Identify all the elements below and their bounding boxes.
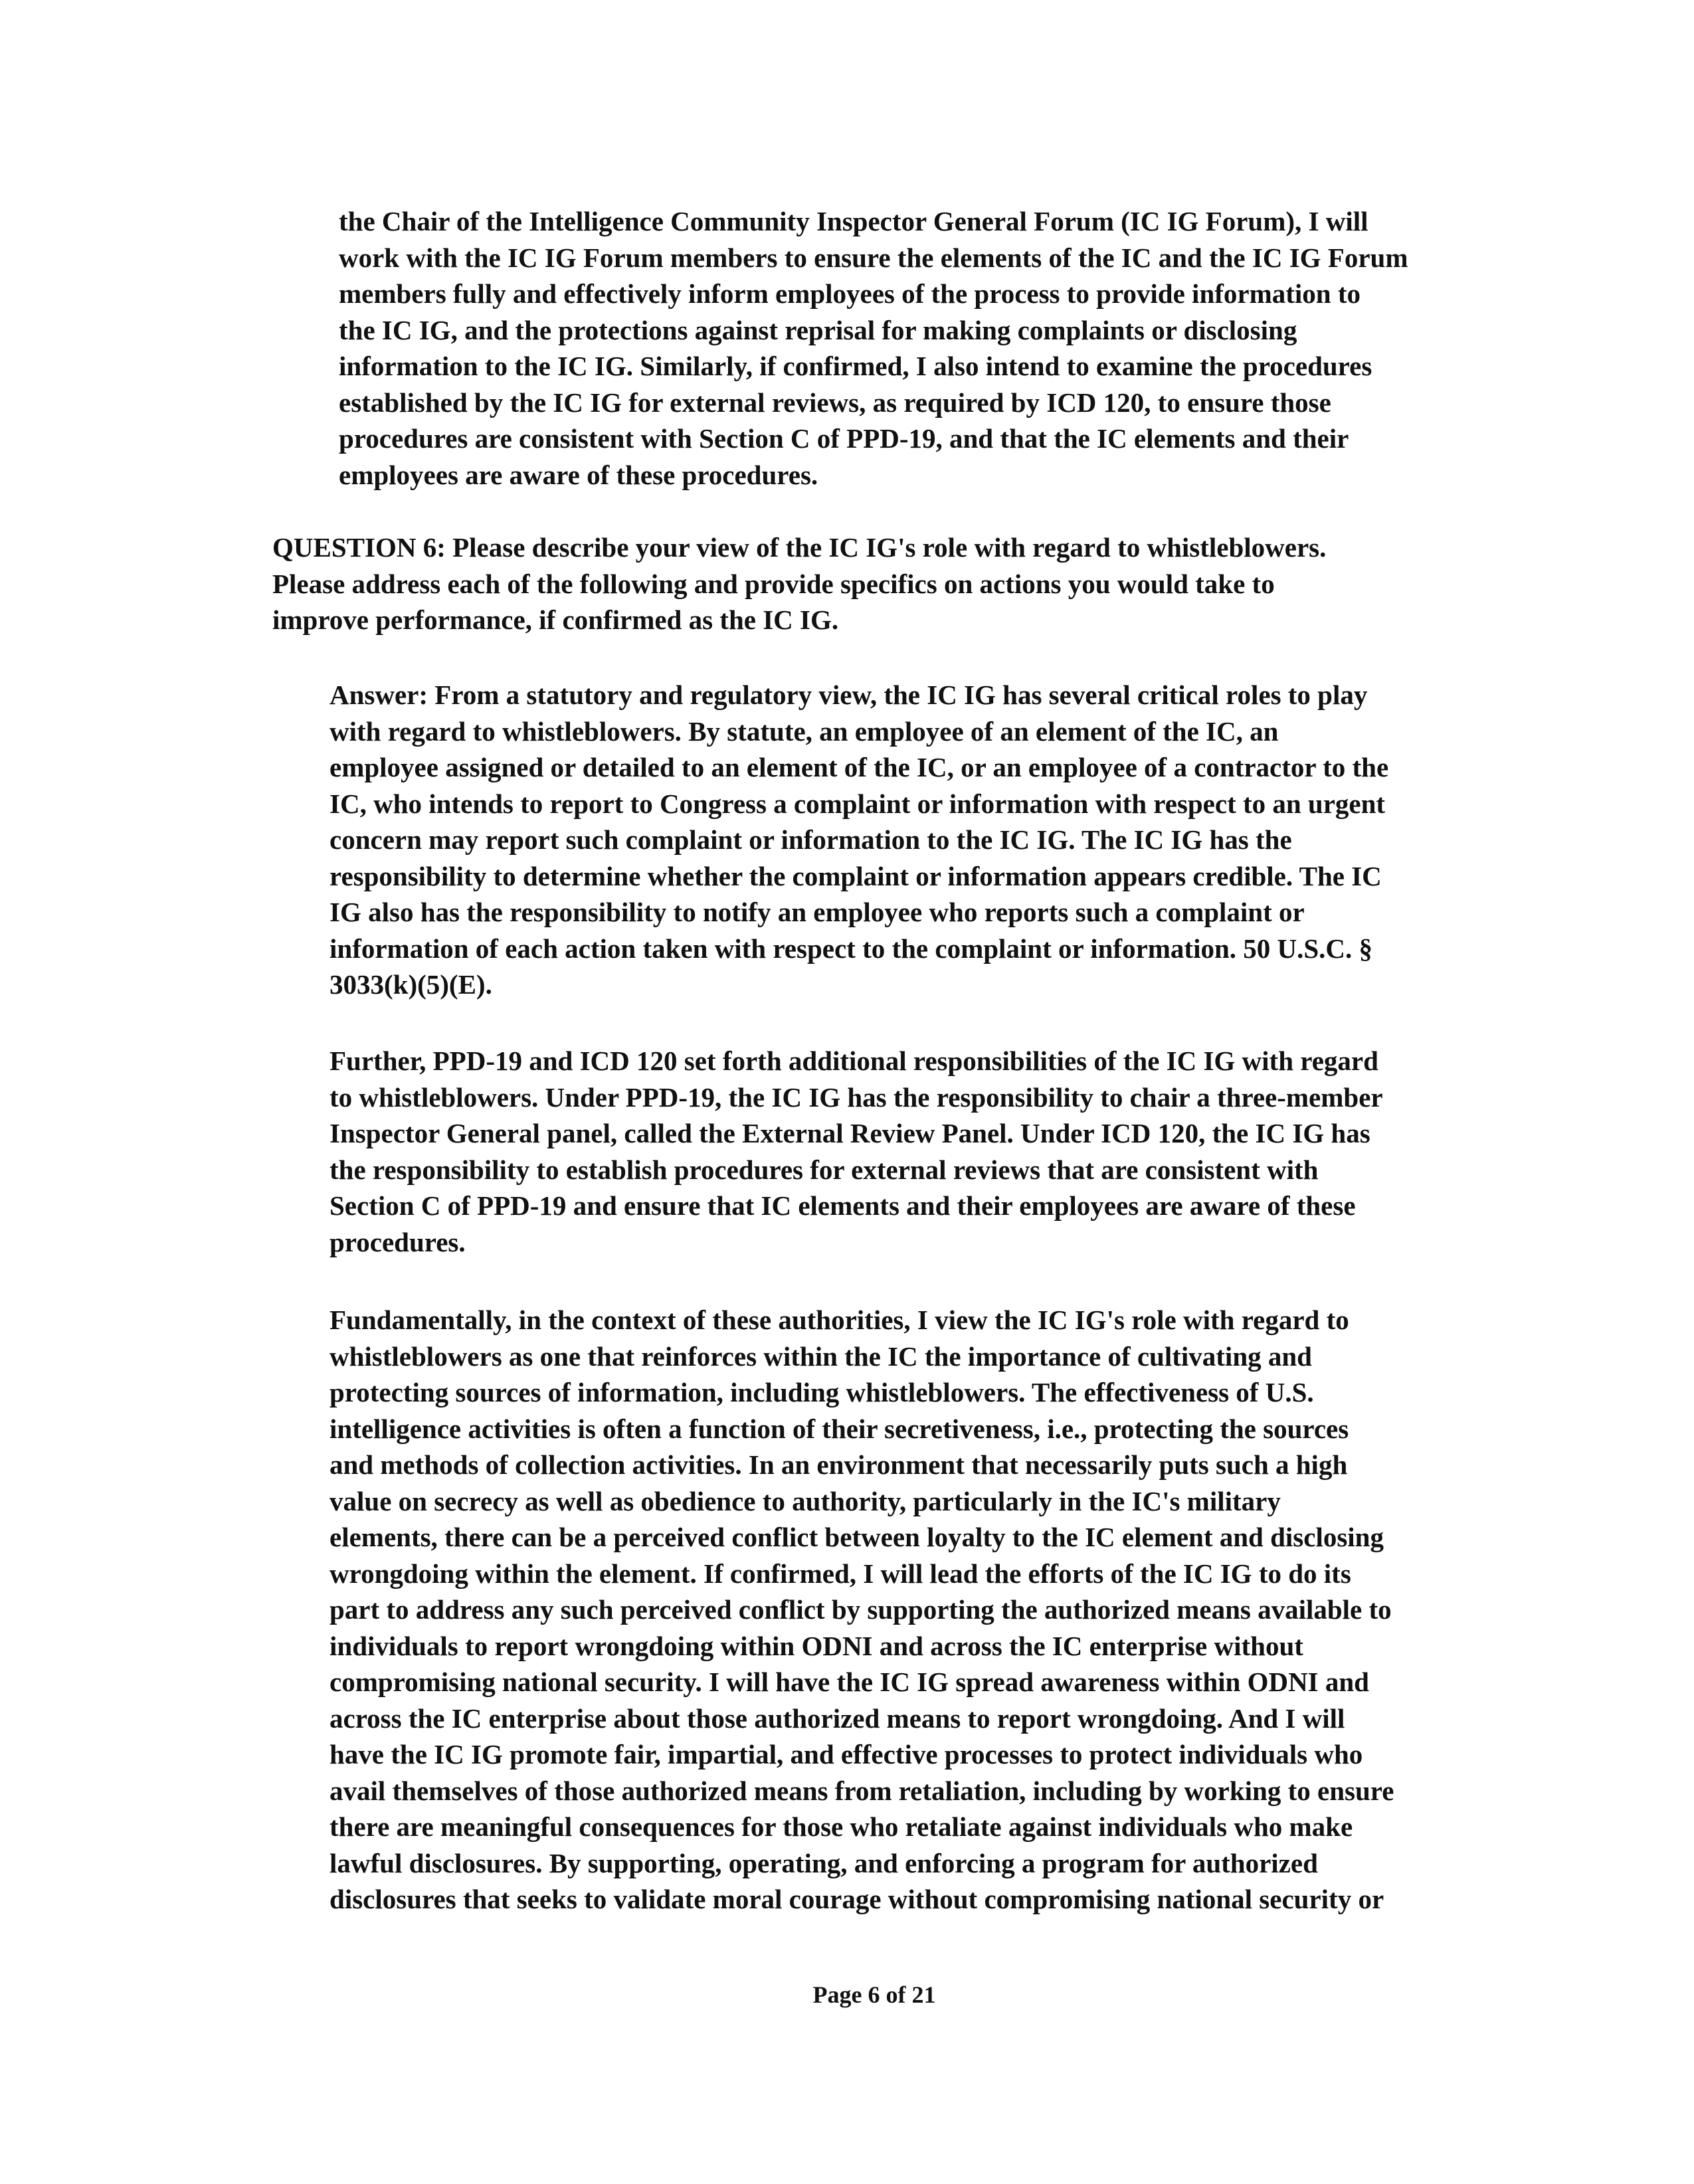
paragraph-continuation <box>339 203 1408 493</box>
text-line: Section C of PPD-19 and ensure that IC elements and their employees are aware of these <box>329 1190 1356 1221</box>
answer-line <box>329 677 1388 713</box>
text-line: established by the IC IG for external reviews, as required by ICD 120, to ensure those <box>339 387 1331 418</box>
answer-text: From a statutory and regulatory view, the IC IG has several critical roles to play <box>428 680 1368 710</box>
question-line <box>272 529 1326 566</box>
text-line: compromising national security. I will have the IC IG spread awareness within ODNI and <box>329 1667 1369 1697</box>
answer-line: responsibility to determine whether the complaint or information appears credible. The IC <box>329 860 1382 891</box>
text-line: the IC IG, and the protections against reprisal for making complaints or disclosing <box>339 314 1297 345</box>
text-line: whistleblowers as one that reinforces within the IC the importance of cultivating and <box>329 1340 1312 1372</box>
text-line: intelligence activities is often a function of their secretiveness, i.e., protecting the sources <box>329 1413 1349 1444</box>
answer-line: concern may report such complaint or information to the IC IG. The IC IG has the <box>329 824 1292 855</box>
text-line: Further, PPD-19 and ICD 120 set forth additional responsibilities of the IC IG with regard <box>329 1046 1378 1076</box>
answer-line: IC, who intends to report to Congress a complaint or information with respect to an urgent <box>329 788 1386 819</box>
answer-line: with regard to whistleblowers. By statute, an employee of an element of the IC, an <box>329 715 1279 747</box>
text-line: individuals to report wrongdoing within ODNI and across the IC enterprise without <box>329 1630 1303 1661</box>
text-line: information to the IC IG. Similarly, if confirmed, I also intend to examine the procedures <box>339 351 1372 381</box>
answer-paragraph <box>329 677 1388 1003</box>
answer-label: Answer: <box>329 680 428 710</box>
text-line: part to address any such perceived conflict by supporting the authorized means available to <box>329 1594 1392 1625</box>
text-line: procedures are consistent with Section C of PPD-19, and that the IC elements and their <box>339 423 1349 454</box>
text-line: Fundamentally, in the context of these authorities, I view the IC IG's role with regard to <box>329 1305 1349 1335</box>
paragraph-further <box>329 1043 1383 1260</box>
question-label: QUESTION 6: <box>272 532 446 563</box>
text-line: the Chair of the Intelligence Community Inspector General Forum (IC IG Forum), I will <box>339 206 1368 236</box>
text-line: value on secrecy as well as obedience to authority, particularly in the IC's military <box>329 1485 1281 1516</box>
page-number: Page 6 of 21 <box>812 1981 936 2008</box>
question-6 <box>272 529 1326 638</box>
text-line: work with the IC IG Forum members to ensure the elements of the IC and the IC IG Forum <box>339 242 1408 273</box>
text-line: across the IC enterprise about those authorized means to report wrongdoing. And I will <box>329 1702 1345 1734</box>
text-line: there are meaningful consequences for those who retaliate against individuals who make <box>329 1811 1353 1842</box>
text-line: elements, there can be a perceived conflict between loyalty to the IC element and disclosing <box>329 1522 1384 1552</box>
text-line: employees are aware of these procedures. <box>339 459 818 490</box>
paragraph-fundamentally <box>329 1302 1394 1918</box>
text-line: members fully and effectively inform employees of the process to provide information to <box>339 278 1361 309</box>
question-line: Please address each of the following and provide specifics on actions you would take to <box>272 568 1275 599</box>
answer-line: information of each action taken with respect to the complaint or information. 50 U.S.C. § <box>329 933 1373 964</box>
text-line: disclosures that seeks to validate moral courage without compromising national security or <box>329 1884 1384 1914</box>
question-text: Please describe your view of the IC IG's role with regard to whistleblowers. <box>445 532 1327 563</box>
text-line: the responsibility to establish procedures for external reviews that are consistent with <box>329 1154 1319 1185</box>
text-line: have the IC IG promote fair, impartial, and effective processes to protect individuals who <box>329 1739 1363 1770</box>
question-line: improve performance, if confirmed as the IC IG. <box>272 604 839 635</box>
text-line: avail themselves of those authorized means from retaliation, including by working to ensure <box>329 1775 1394 1806</box>
answer-line: 3033(k)(5)(E). <box>329 969 492 1000</box>
text-line: and methods of collection activities. In an environment that necessarily puts such a high <box>329 1449 1348 1480</box>
text-line: procedures. <box>329 1226 466 1257</box>
text-line: wrongdoing within the element. If confirmed, I will lead the efforts of the IC IG to do its <box>329 1558 1351 1589</box>
answer-line: employee assigned or detailed to an element of the IC, or an employee of a contractor to the <box>329 752 1389 782</box>
text-line: to whistleblowers. Under PPD-19, the IC IG has the responsibility to chair a three-member <box>329 1081 1383 1113</box>
text-line: Inspector General panel, called the External Review Panel. Under ICD 120, the IC IG has <box>329 1118 1370 1148</box>
text-line: protecting sources of information, including whistleblowers. The effectiveness of U.S. <box>329 1377 1314 1408</box>
answer-line: IG also has the responsibility to notify an employee who reports such a complaint or <box>329 897 1305 927</box>
text-line: lawful disclosures. By supporting, operating, and enforcing a program for authorized <box>329 1847 1318 1878</box>
